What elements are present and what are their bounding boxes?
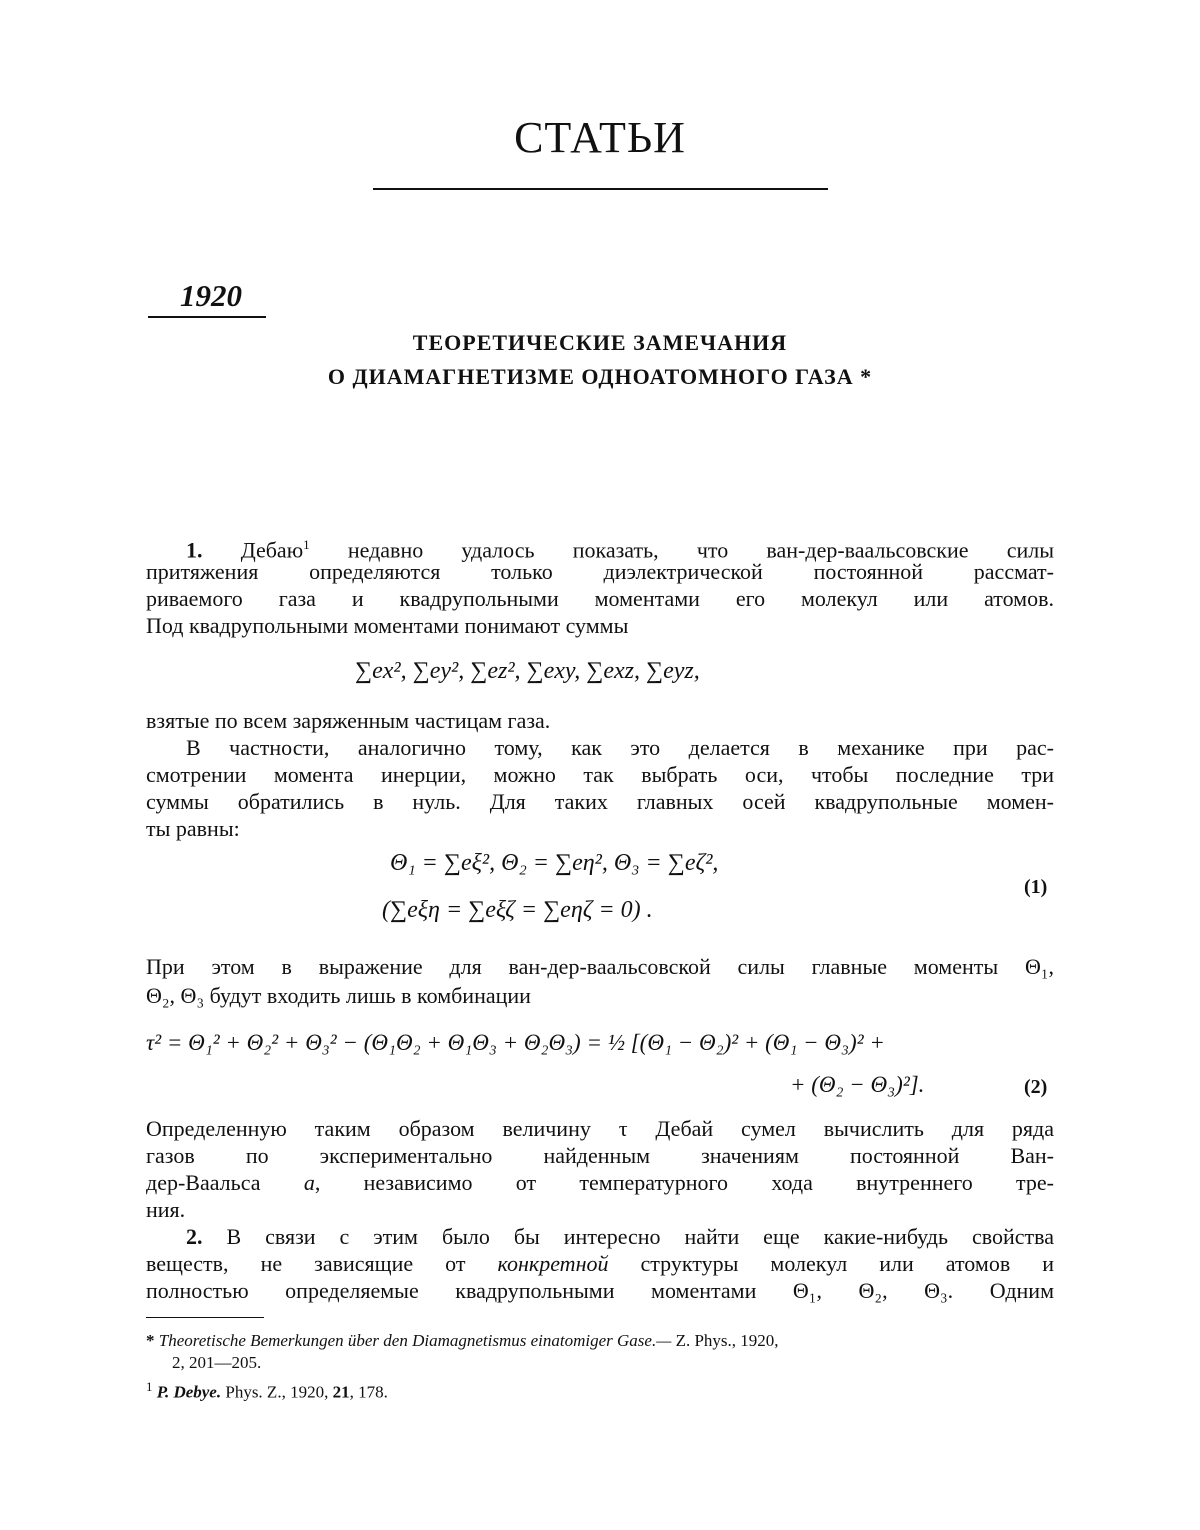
para2-line3: суммы обратились в нуль. Для таких главных осей квадрупольные момен- [146, 789, 1054, 814]
para1-line2: притяжения определяются только диэлектрической постоянной рассмат- [146, 559, 1054, 584]
para2-line2: смотрении момента инерции, можно так выбрать оси, чтобы последние три [146, 762, 1054, 787]
para4-line1: Определенную таким образом величину τ Дебай сумел вычислить для ряда [146, 1116, 1054, 1141]
article-title-line1: ТЕОРЕТИЧЕСКИЕ ЗАМЕЧАНИЯ [412, 330, 788, 355]
para2-line4: ты равны: [146, 816, 240, 841]
para1-after-formula: взятые по всем заряженным частицам газа. [146, 708, 551, 733]
constant-a: a [303, 1170, 315, 1195]
article-title-line2: О ДИАМАГНЕТИЗМЕ ОДНОАТОМНОГО ГАЗА * [327, 364, 873, 389]
equation-1-line1: Θ₁ = ∑eξ², Θ₂ = ∑eη², Θ₃ = ∑eζ², [390, 850, 719, 876]
para5-number: 2. [186, 1224, 203, 1249]
para3-line2: Θ₂, Θ₃ будут входить лишь в комбинации [146, 983, 531, 1008]
footnote-ref-1: 1 [303, 537, 310, 552]
para1-line3: риваемого газа и квадрупольными моментами его молекул или атомов. [146, 586, 1054, 611]
section-title: СТАТЬИ [514, 113, 686, 162]
footnote-star-line2: 2, 201—205. [172, 1353, 262, 1372]
emphasis-concrete: конкретной [497, 1251, 609, 1276]
year-heading: 1920 [180, 278, 242, 313]
para5-line2: веществ, не зависящие от конкретной структуры молекул или атомов и [146, 1251, 1055, 1276]
para2-line1: В частности, аналогично тому, как это делается в механике при рас- [186, 735, 1054, 760]
title-divider [373, 188, 828, 190]
para5-line1: 2. В связи с этим было бы интересно найти еще какие-нибудь свойства [186, 1224, 1054, 1249]
footnote-star: * Theoretische Bemerkungen über den Diamagnetismus einatomiger Gase.— Z. Phys., 1920, [146, 1331, 779, 1350]
year-underline [148, 316, 266, 318]
footnote-divider [146, 1317, 264, 1318]
para3-line1: При этом в выражение для ван-дер-ваальсовской силы главные моменты Θ₁, [146, 954, 1054, 979]
para1-line1: 1. Дебаю$^1$ недавно удалось показать, что ван-дер-ваальсовские силы [186, 537, 1055, 563]
para4-line3: дер-Ваальса a, независимо от температурного хода внутреннего тре- [146, 1170, 1055, 1195]
equation-2-line2: + (Θ₂ − Θ₃)²]. [790, 1072, 925, 1097]
quadrupole-sums-formula: ∑ex², ∑ey², ∑ez², ∑exy, ∑exz, ∑eyz, [355, 658, 700, 684]
para1-line4: Под квадрупольными моментами понимают суммы [146, 613, 629, 638]
para1-number: 1. [186, 537, 203, 563]
para4-line4: ния. [146, 1197, 186, 1222]
equation-2-number: (2) [1024, 1076, 1048, 1098]
equation-1-number: (1) [1024, 876, 1048, 898]
equation-2-line1: τ² = Θ₁² + Θ₂² + Θ₃² − (Θ₁Θ₂ + Θ₁Θ₃ + Θ₂Θ₃) = ½ [(Θ₁ − Θ₂)² + (Θ₁ − Θ₃)² + [146, 1030, 885, 1055]
equation-1-line2: (∑eξη = ∑eξζ = ∑eηζ = 0) . [382, 897, 653, 923]
para5-line3: полностью определяемые квадрупольными моментами Θ₁, Θ₂, Θ₃. Одним [146, 1278, 1054, 1303]
footnote-1: $^1$ P. Debye. Phys. Z., 1920, 21, 178. [146, 1379, 388, 1402]
para4-line2: газов по экспериментально найденным значениям постоянной Ван- [146, 1143, 1054, 1168]
